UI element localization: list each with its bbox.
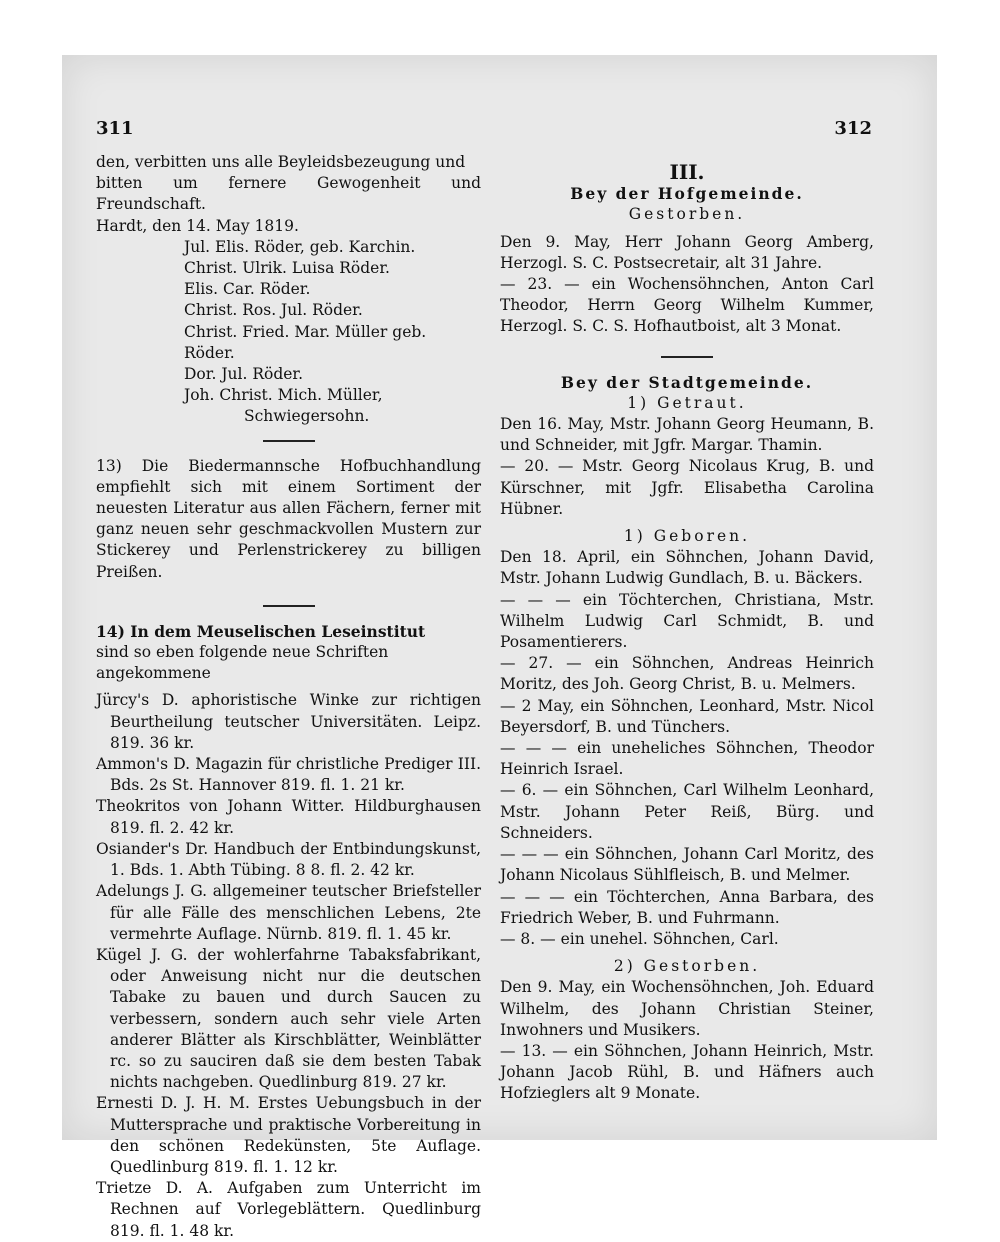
- page-number-left: 311: [96, 118, 134, 139]
- signatory: Dor. Jul. Röder.: [184, 365, 304, 384]
- section-divider: [263, 440, 315, 442]
- book-entry: Ernesti D. J. H. M. Erstes Uebungsbuch in der Muttersprache und praktische Vorbereitung in den schönen Redekünsten, 5te Auflage. Quedlinburg 819. fl. 1. 12 kr.: [96, 1094, 481, 1176]
- record-entry: — 27. — ein Söhnchen, Andreas Heinrich Moritz, des Joh. Georg Christ, B. u. Melmers.: [500, 654, 874, 694]
- record-entry: Den 9. May, Herr Johann Georg Amberg, Herzogl. S. C. Postsecretair, alt 31 Jahre.: [500, 232, 874, 272]
- notice-14-intro: sind so eben folgende neue Schriften angekommene: [96, 643, 389, 683]
- book-entry: Adelungs J. G. allgemeiner teutscher Briefsteller für alle Fälle des menschlichen Lebens, 2te vermehrte Auflage. Nürnb. 819. fl. 1. 45 kr.: [96, 882, 481, 943]
- record-entry: — — — ein Töchterchen, Christiana, Mstr. Wilhelm Ludwig Carl Schmidt, B. und Posamentierers.: [500, 590, 874, 652]
- intro-line: bitten um fernere Gewogenheit und Freundschaft.: [96, 174, 481, 214]
- section-stadtgemeinde-heading: Bey der Stadtgemeinde.: [560, 372, 814, 392]
- section-roman-numeral: III.: [669, 160, 705, 184]
- page-number-right: 312: [834, 118, 872, 139]
- notice-13: 13) Die Biedermannsche Hofbuchhandlung empfiehlt sich mit einem Sortiment der neuesten Literatur aus allen Fächern, ferner mit ganz neuen sehr geschmackvollen Mustern zur Stickerey und Perlenstrickerey zu billigen Preißen.: [96, 456, 481, 581]
- book-entry: Kügel J. G. der wohlerfahrne Tabaksfabrikant, oder Anweisung nicht nur die deutschen Tabake zu bauen und durch Saucen zu verbessern, sondern auch sehr viele Arten anderer Blätter als Kirschblätter, Weinblätter rc. so zu sauciren daß sie dem besten Tabak nichts nachgeben. Quedlinburg 819. 27 kr.: [96, 945, 481, 1092]
- record-entry: — 23. — ein Wochensöhnchen, Anton Carl Theodor, Herrn Georg Wilhelm Kummer, Herzogl. S. C. S. Hofhautboist, alt 3 Monat.: [500, 275, 874, 336]
- left-page: [96, 118, 481, 1242]
- record-entry: — 20. — Mstr. Georg Nicolaus Krug, B. und Kürschner, mit Jgfr. Elisabetha Carolina Hübner.: [500, 457, 874, 518]
- intro-line: den, verbitten uns alle Beyleidsbezeugung und: [96, 153, 466, 171]
- record-entry: Den 9. May, ein Wochensöhnchen, Joh. Eduard Wilhelm, des Johann Christian Steiner, Inwohners und Musikers.: [500, 978, 874, 1039]
- section-divider: [263, 605, 315, 607]
- record-entry: — 6. — ein Söhnchen, Carl Wilhelm Leonhard, Mstr. Johann Peter Reiß, Bürg. und Schneiders.: [500, 781, 874, 842]
- record-entry: — 2 May, ein Söhnchen, Leonhard, Mstr. Nicol Beyersdorf, B. und Tünchers.: [500, 696, 874, 736]
- signatory: Christ. Ros. Jul. Röder.: [184, 301, 363, 320]
- notice-14-heading: 14) In dem Meuselischen Leseinstitut: [96, 621, 426, 641]
- hof-died-heading: Gestorben.: [628, 205, 746, 224]
- book-entry: Ammon's D. Magazin für christliche Prediger III. Bds. 2s St. Hannover 819. fl. 1. 21 kr.: [96, 755, 481, 795]
- died-heading: 2) Gestorben.: [613, 957, 761, 976]
- record-entry: — — — ein Söhnchen, Johann Carl Moritz, des Johann Nicolaus Sühlfleisch, B. und Melmer.: [500, 845, 874, 885]
- intro-line: Hardt, den 14. May 1819.: [96, 216, 299, 235]
- born-heading: 1) Geboren.: [623, 527, 751, 546]
- book-entry: Theokritos von Johann Witter. Hildburghausen 819. fl. 2. 42 kr.: [96, 797, 481, 837]
- section-divider: [661, 356, 713, 358]
- record-entry: — — — ein uneheliches Söhnchen, Theodor Heinrich Israel.: [500, 739, 874, 779]
- signatory: Elis. Car. Röder.: [184, 280, 311, 299]
- signatory: Jul. Elis. Röder, geb. Karchin.: [184, 237, 416, 256]
- right-page: [500, 118, 874, 1105]
- record-entry: — — — ein Töchterchen, Anna Barbara, des Friedrich Weber, B. und Fuhrmann.: [500, 887, 874, 927]
- record-entry: — 13. — ein Söhnchen, Johann Heinrich, Mstr. Johann Jacob Rühl, B. und Häfners auch Hofzieglers alt 9 Monate.: [500, 1041, 874, 1103]
- signatory: Christ. Ulrik. Luisa Röder.: [184, 259, 390, 278]
- book-entry: Trietze D. A. Aufgaben zum Unterricht im Rechnen auf Vorlegeblättern. Quedlinburg 819. fl. 1. 48 kr.: [96, 1179, 481, 1240]
- record-entry: — 8. — ein unehel. Söhnchen, Carl.: [500, 929, 779, 948]
- book-entry: Jürcy's D. aphoristische Winke zur richtigen Beurtheilung teutscher Universitäten. Leipz. 819. 36 kr.: [96, 691, 481, 752]
- record-entry: Den 18. April, ein Söhnchen, Johann David, Mstr. Johann Ludwig Gundlach, B. u. Bäckers.: [500, 548, 874, 588]
- book-entry: Osiander's Dr. Handbuch der Entbindungskunst, 1. Bds. 1. Abth Tübing. 8 8. fl. 2. 42 kr.: [96, 839, 481, 880]
- signatory: Christ. Fried. Mar. Müller geb. Röder.: [184, 322, 427, 362]
- signatory-note: Schwiegersohn.: [244, 407, 370, 426]
- record-entry: Den 16. May, Mstr. Johann Georg Heumann, B. und Schneider, mit Jgfr. Margar. Thamin.: [500, 415, 874, 455]
- signatory: Joh. Christ. Mich. Müller,: [184, 386, 383, 405]
- section-hofgemeinde-heading: Bey der Hofgemeinde.: [570, 184, 804, 204]
- married-heading: 1) Getraut.: [627, 393, 747, 412]
